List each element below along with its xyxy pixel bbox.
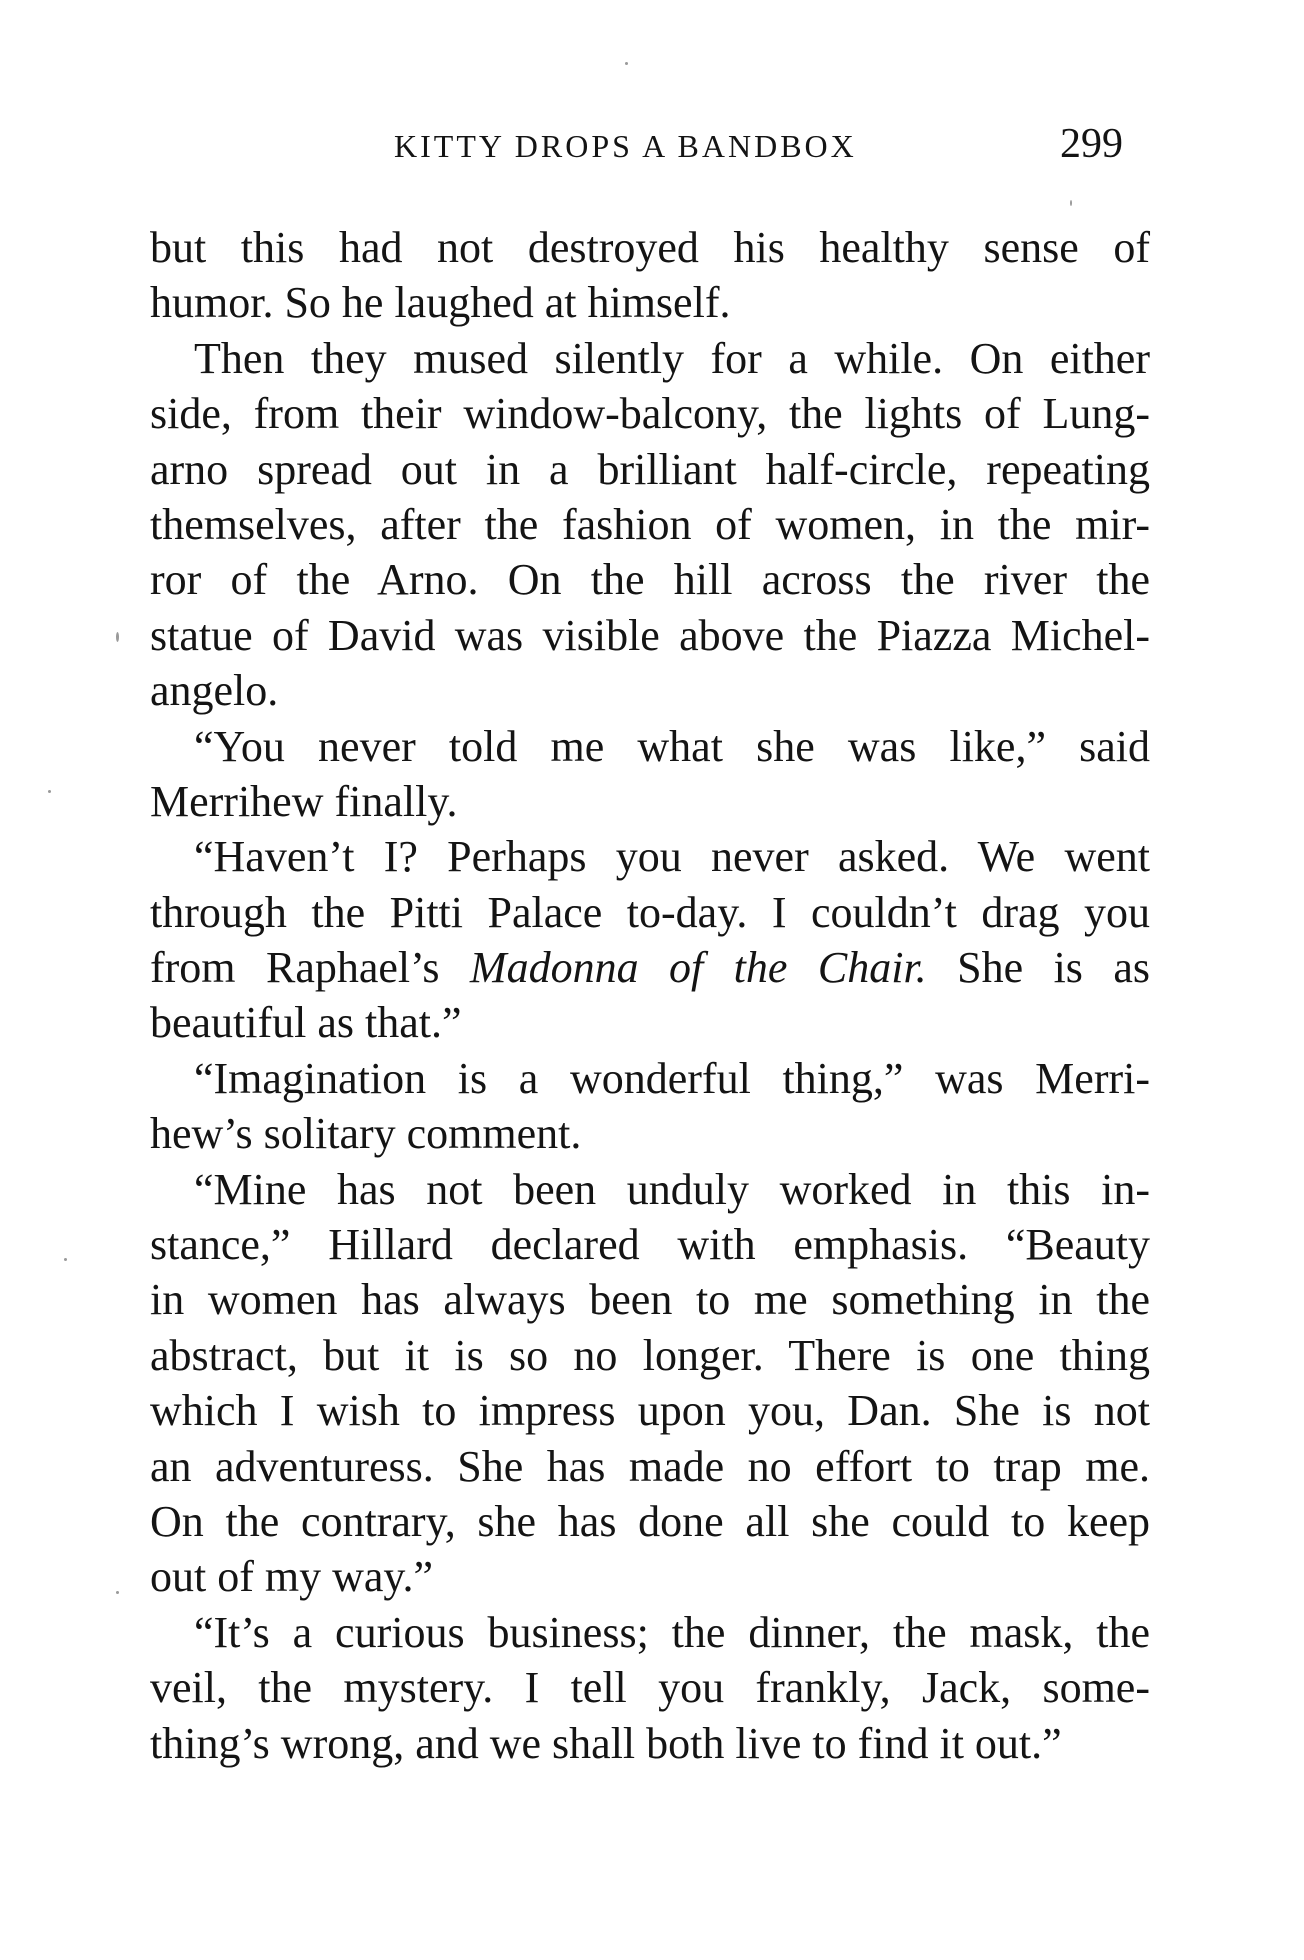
text-line: abstract, but it is so no longer. There is one thing <box>150 1330 1150 1380</box>
text-line: “You never told me what she was like,” said <box>194 721 1150 771</box>
text-line: side, from their window-balcony, the lights of Lung- <box>150 389 1150 439</box>
text-line: beautiful as that.” <box>150 998 462 1048</box>
text-line: but this had not destroyed his healthy sense of <box>150 223 1150 272</box>
text-line: veil, the mystery. I tell you frankly, Jack, some- <box>150 1663 1150 1713</box>
text-line: thing’s wrong, and we shall both live to find it out.” <box>150 1718 1062 1768</box>
stray-mark <box>116 1591 119 1594</box>
text-line: out of my way.” <box>150 1552 434 1602</box>
text-line: statue of David was visible above the Piazza Michel- <box>150 610 1150 660</box>
text-line: an adventuress. She has made no effort to trap me. <box>150 1441 1150 1491</box>
italic-title: Madonna of the Chair. <box>469 943 927 993</box>
text-line: Merrihew finally. <box>150 776 458 826</box>
text-line: stance,” Hillard declared with emphasis. “Beauty <box>150 1220 1150 1270</box>
stray-mark <box>48 790 51 793</box>
body-text <box>150 220 1150 1771</box>
text-line: “Imagination is a wonderful thing,” was Merri- <box>194 1053 1150 1103</box>
page-header <box>148 118 1148 178</box>
text-line: “Haven’t I? Perhaps you never asked. We went <box>194 832 1150 882</box>
text-line: “Mine has not been unduly worked in this in- <box>194 1164 1150 1214</box>
text-line: “It’s a curious business; the dinner, the mask, the <box>194 1607 1150 1657</box>
text-line: angelo. <box>150 666 279 716</box>
text-line: humor. So he laughed at himself. <box>150 278 731 328</box>
text-line: ror of the Arno. On the hill across the river the <box>150 555 1150 605</box>
text-line: through the Pitti Palace to-day. I couldn’t drag you <box>150 887 1150 937</box>
text-line: in women has always been to me something in the <box>150 1275 1150 1325</box>
text-line: which I wish to impress upon you, Dan. She is not <box>150 1386 1150 1436</box>
text-line: arno spread out in a brilliant half-circle, repeating <box>150 444 1150 494</box>
stray-mark <box>116 632 119 642</box>
text-line: from Raphael’s Madonna of the Chair. She is as <box>150 943 1150 993</box>
text-line: On the contrary, she has done all she could to keep <box>150 1496 1150 1546</box>
page-number: 299 <box>1060 121 1123 167</box>
stray-mark <box>64 1258 67 1261</box>
running-title: KITTY DROPS A BANDBOX <box>394 128 857 164</box>
stray-mark <box>1070 200 1072 206</box>
text-line: themselves, after the fashion of women, in the mir- <box>150 499 1150 549</box>
stray-mark <box>625 62 628 65</box>
text-line: hew’s solitary comment. <box>150 1109 582 1159</box>
text-line: Then they mused silently for a while. On either <box>194 333 1150 383</box>
